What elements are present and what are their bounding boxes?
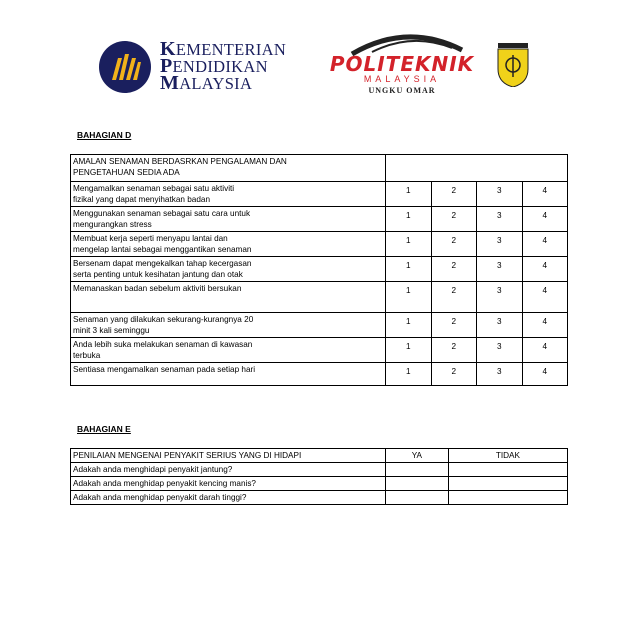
answer-cell-yes[interactable] [386,491,449,505]
section-d-question [71,313,386,338]
scale-option-1[interactable]: 1 [386,232,432,257]
section-d-header-line1: AMALAN SENAMAN BERDASRKAN PENGALAMAN DAN [73,157,287,166]
scale-option-4[interactable]: 4 [522,313,568,338]
question-line2: mengelap lantai sebagai menggantikan senaman [73,245,252,254]
scale-option-1[interactable]: 1 [386,363,432,386]
kpm-logo-icon [98,40,152,94]
section-e-header-cell: PENILAIAN MENGENAI PENYAKIT SERIUS YANG DI HIDAPI [71,449,386,463]
section-d-header-line2: PENGETAHUAN SEDIA ADA [73,168,180,177]
question-line1: Memanaskan badan sebelum aktiviti bersukan [73,284,242,293]
section-d-header-cell [71,155,386,182]
politeknik-logo [312,28,492,98]
scale-option-1[interactable]: 1 [386,313,432,338]
politeknik-campus: UNGKU OMAR [368,86,436,95]
section-d-row [71,207,568,232]
scale-option-3[interactable]: 3 [477,313,523,338]
scale-option-1[interactable]: 1 [386,338,432,363]
section-e-col-no: TIDAK [448,449,567,463]
section-e-row [71,477,568,491]
politeknik-sub: MALAYSIA [363,74,441,84]
scale-option-4[interactable]: 4 [522,232,568,257]
kpm-initial-2: P [160,55,173,77]
section-d-question [71,257,386,282]
section-d-question [71,207,386,232]
scale-option-1[interactable]: 1 [386,282,432,313]
kpm-line-1 [160,38,287,60]
scale-option-3[interactable]: 3 [477,338,523,363]
scale-option-3[interactable]: 3 [477,257,523,282]
question-line1: Anda lebih suka melakukan senaman di kawasan [73,340,253,349]
question-line2: minit 3 kali seminggu [73,326,150,335]
scale-option-4[interactable]: 4 [522,338,568,363]
section-e-question: Adakah anda menghidap penyakit kencing manis? [71,477,386,491]
scale-option-4[interactable]: 4 [522,282,568,313]
question-line2: terbuka [73,351,101,360]
kpm-wordmark [160,38,287,94]
question-line1: Menggunakan senaman sebagai satu cara untuk [73,209,251,218]
question-line1: Sentiasa mengamalkan senaman pada setiap hari [73,365,256,374]
question-line1: Mengamalkan senaman sebagai satu aktiviti [73,184,235,193]
section-d-question [71,232,386,257]
scale-option-3[interactable]: 3 [477,363,523,386]
scale-option-4[interactable]: 4 [522,182,568,207]
section-d-row [71,313,568,338]
scale-option-1[interactable]: 1 [386,257,432,282]
scale-option-2[interactable]: 2 [431,257,477,282]
perak-crest-icon [496,43,530,87]
section-d-question [71,338,386,363]
answer-cell-no[interactable] [448,463,567,477]
answer-cell-yes[interactable] [386,463,449,477]
section-e-row [71,463,568,477]
scale-option-2[interactable]: 2 [431,232,477,257]
scale-option-2[interactable]: 2 [431,338,477,363]
section-d-question [71,363,386,386]
scale-option-3[interactable]: 3 [477,232,523,257]
section-e-question: Adakah anda menghidap penyakit darah tinggi? [71,491,386,505]
section-d-row [71,363,568,386]
section-d-row [71,257,568,282]
answer-cell-no[interactable] [448,491,567,505]
scale-option-2[interactable]: 2 [431,207,477,232]
section-e-title: BAHAGIAN E [77,424,131,434]
section-d-row [71,338,568,363]
section-e-header-row [71,449,568,463]
section-e-table [70,448,568,505]
question-line2: mengurangkan stress [73,220,152,229]
section-e-question: Adakah anda menghidapi penyakit jantung? [71,463,386,477]
scale-option-2[interactable]: 2 [431,182,477,207]
scale-option-4[interactable]: 4 [522,207,568,232]
section-d-title: BAHAGIAN D [77,130,132,140]
scale-option-2[interactable]: 2 [431,313,477,338]
section-d-question [71,282,386,313]
kpm-rest-1: EMENTERIAN [175,40,287,59]
answer-cell-yes[interactable] [386,477,449,491]
section-d-header-blank [386,155,568,182]
section-d-header-row [71,155,568,182]
section-e-row [71,491,568,505]
section-d-table [70,154,568,386]
scale-option-1[interactable]: 1 [386,182,432,207]
scale-option-4[interactable]: 4 [522,363,568,386]
scale-option-3[interactable]: 3 [477,207,523,232]
scale-option-3[interactable]: 3 [477,282,523,313]
answer-cell-no[interactable] [448,477,567,491]
section-d-question [71,182,386,207]
section-d-row [71,232,568,257]
politeknik-word: POLITEKNIK [329,52,475,76]
scale-option-2[interactable]: 2 [431,282,477,313]
scale-option-1[interactable]: 1 [386,207,432,232]
question-line1: Senaman yang dilakukan sekurang-kurangnya 20 [73,315,254,324]
scale-option-4[interactable]: 4 [522,257,568,282]
kpm-initial-3: M [160,72,180,94]
kpm-line-3 [160,72,286,94]
section-d-row [71,182,568,207]
kpm-rest-2: ENDIDIKAN [172,57,268,76]
question-line2: serta penting untuk kesihatan jantung dan otak [73,270,243,279]
question-line2: fizikal yang dapat menyihatkan badan [73,195,211,204]
kpm-rest-3: ALAYSIA [179,74,253,93]
question-line1: Bersenam dapat mengekalkan tahap kecergasan [73,259,252,268]
section-d-row [71,282,568,313]
scale-option-2[interactable]: 2 [431,363,477,386]
question-line1: Membuat kerja seperti menyapu lantai dan [73,234,228,243]
kpm-initial-1: K [160,38,176,60]
scale-option-3[interactable]: 3 [477,182,523,207]
section-e-col-yes: YA [386,449,449,463]
page-header [0,0,638,110]
